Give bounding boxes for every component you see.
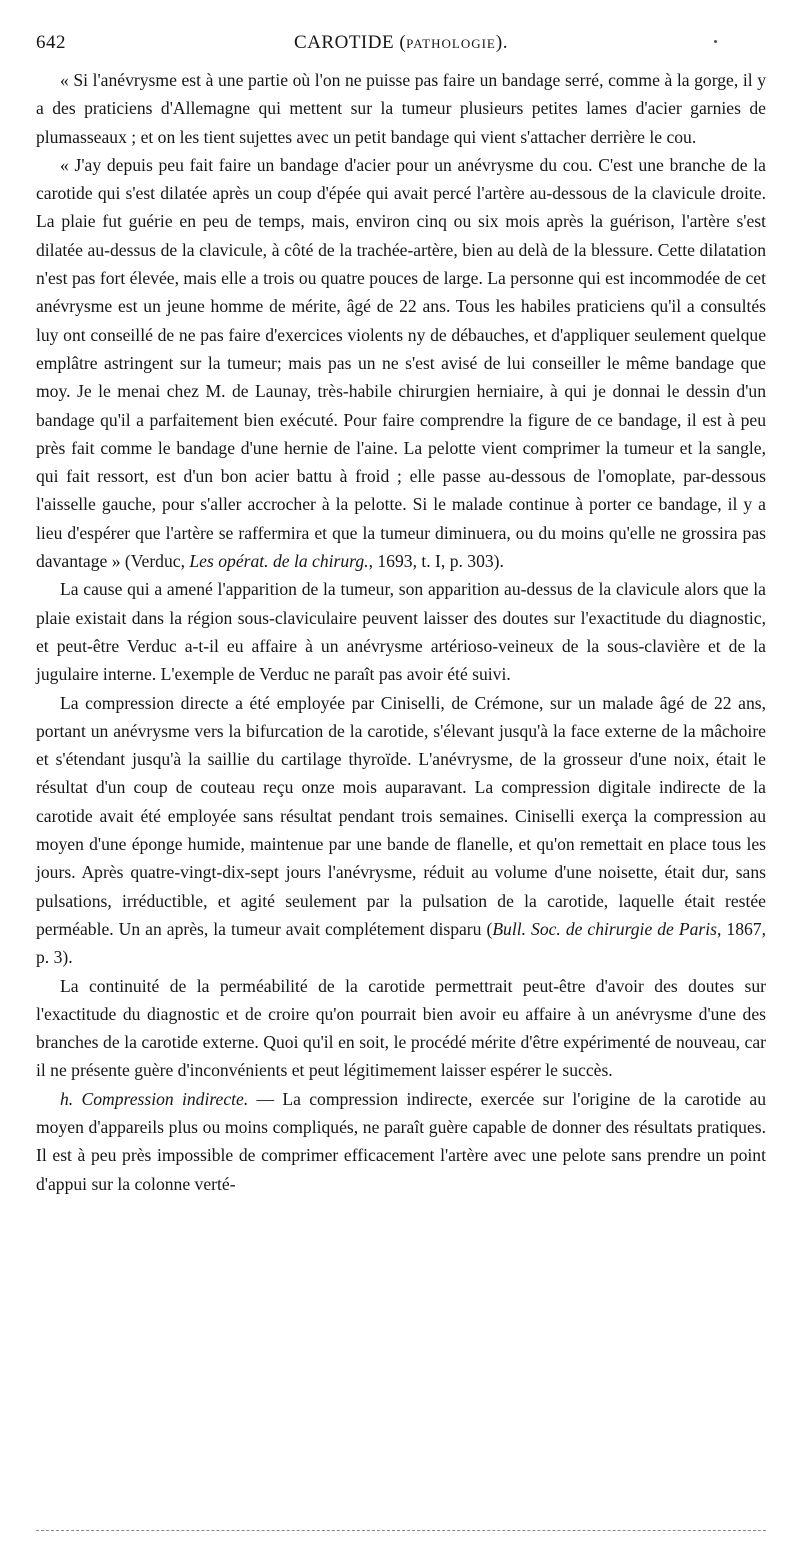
paragraph-continuity	[36, 972, 766, 1085]
running-title-sub: PATHOLOGIE	[406, 36, 496, 51]
running-title	[36, 32, 766, 54]
citation-title: Bull. Soc. de chirurgie de Paris	[492, 918, 717, 939]
citation-details: , 1867, p. 3).	[36, 918, 766, 968]
running-header	[36, 32, 766, 58]
footer-rule	[36, 1530, 766, 1531]
section-heading: h. Compression indirecte.	[60, 1088, 249, 1109]
body-text	[36, 66, 766, 1198]
paragraph-text: La compression directe a été employée par Ciniselli, de Crémone, sur un malade âgé de 22 ans, portant un anévrysme vers la bifurcation de la carotide, s'élevant jusqu'à la face externe de la mâchoire et s'étendant jusqu'à la saillie du cartilage thyroïde. L'anévrysme, de la grosseur d'une noix, était le résultat d'un coup de couteau reçu onze mois auparavant. La compression digitale indirecte de la carotide avait été employée sans résultat pendant trois semaines. Ciniselli exerça la compression au moyen d'une éponge humide, maintenue par une bande de flanelle, et qu'on remettait en place tous les jours. Après quatre-vingt-dix-sept jours l'anévrysme, réduit au volume d'une noisette, était dur, sans pulsations, irréductible, et agité seulement par la pulsation de la carotide, laquelle était restée perméable. Un an après, la tumeur avait complétement disparu (	[36, 692, 766, 939]
paragraph-text: « J'ay depuis peu fait faire un bandage d'acier pour un anévrysme du cou. C'est une branche de la carotide qui s'est dilatée après un coup d'épée qui avait percé l'artère au-dessous de la clavicule droite. La plaie fut guérie en peu de temps, mais, environ cinq ou six mois après la guérison, l'artère s'est dilatée au-dessus de la clavicule, à côté de la trachée-artère, bien au delà de la blessure. Cette dilatation n'est pas fort élevée, mais elle a trois ou quatre pouces de large. La personne qui est incommodée de cet anévrysme est un jeune homme de mérite, âgé de 22 ans. Tous les habiles praticiens qu'il a consultés luy ont conseillé de ne pas faire d'exercices violents ny de débauches, et d'appliquer seulement quelque emplâtre astringent sur la tumeur; mais pas un ne s'est avisé de lui conseiller le même bandage que moy. Je le menai chez M. de Launay, très-habile chirurgien herniaire, à qui je donnai le dessin d'un bandage qu'il a parfaitement bien exécuté. Pour faire comprendre la figure de ce bandage, il est à peu près fait comme le bandage d'une hernie de l'aine. La pelotte vient comprimer la tumeur et la sangle, qui fait ressort, est d'un bon acier battu à froid ; elle passe au-dessous de l'omoplate, par-dessous l'aisselle gauche, pour s'aller accrocher à la pelotte. Si le malade continue à porter ce bandage, il y a lieu d'espérer que l'artère se raffermira et que la tumeur diminuera, ou du moins qu'elle ne grossira pas davantage » (Verduc,	[36, 154, 766, 572]
running-title-end: ).	[495, 32, 508, 53]
paragraph-text: « Si l'anévrysme est à une partie où l'on ne puisse pas faire un bandage serré, comme à la gorge, il y a des praticiens d'Allemagne qui mettent sur la tumeur plusieurs petites lames d'acier garnies de plumasseaux ; et on les tient sujettes avec un petit bandage qui vient s'attacher derrière le cou.	[36, 70, 766, 147]
paragraph-verduc-quote-2	[36, 151, 766, 575]
print-speck	[714, 40, 717, 43]
paragraph-verduc-quote-1	[36, 66, 766, 151]
page-number: 642	[36, 32, 66, 53]
citation-title: Les opérat. de la chirurg.	[189, 551, 369, 572]
paragraph-indirect-compression	[36, 1085, 766, 1198]
paragraph-text: La continuité de la perméabilité de la carotide permettrait peut-être d'avoir des doutes sur l'exactitude du diagnostic et de croire qu'on pourrait bien avoir eu affaire à un anévrysme d'une des branches de la carotide externe. Quoi qu'il en soit, le procédé mérite d'être expérimenté de nouveau, car il ne présente guère d'inconvénients et peut légitimement laisser espérer le succès.	[36, 975, 766, 1081]
paragraph-ciniselli	[36, 689, 766, 972]
running-title-main: CAROTIDE (	[294, 32, 407, 53]
paragraph-text: — La compression indirecte, exercée sur l'origine de la carotide au moyen d'appareils plus ou moins compliqués, ne paraît guère capable de donner des résultats pratiques. Il est à peu près impossible de comprimer efficacement l'artère avec une pelote sans prendre un point d'appui sur la colonne verté-	[36, 1088, 766, 1194]
paragraph-text: La cause qui a amené l'apparition de la tumeur, son apparition au-dessus de la clavicule alors que la plaie existait dans la région sous-claviculaire peuvent laisser des doutes sur l'exactitude du diagnostic, et peut-être Verduc a-t-il eu affaire à un anévrysme artérioso-veineux de la sous-clavière et de la jugulaire interne. L'exemple de Verduc ne paraît pas avoir été suivi.	[36, 579, 766, 685]
paragraph-cause	[36, 575, 766, 688]
citation-details: , 1693, t. I, p. 303).	[368, 551, 504, 572]
